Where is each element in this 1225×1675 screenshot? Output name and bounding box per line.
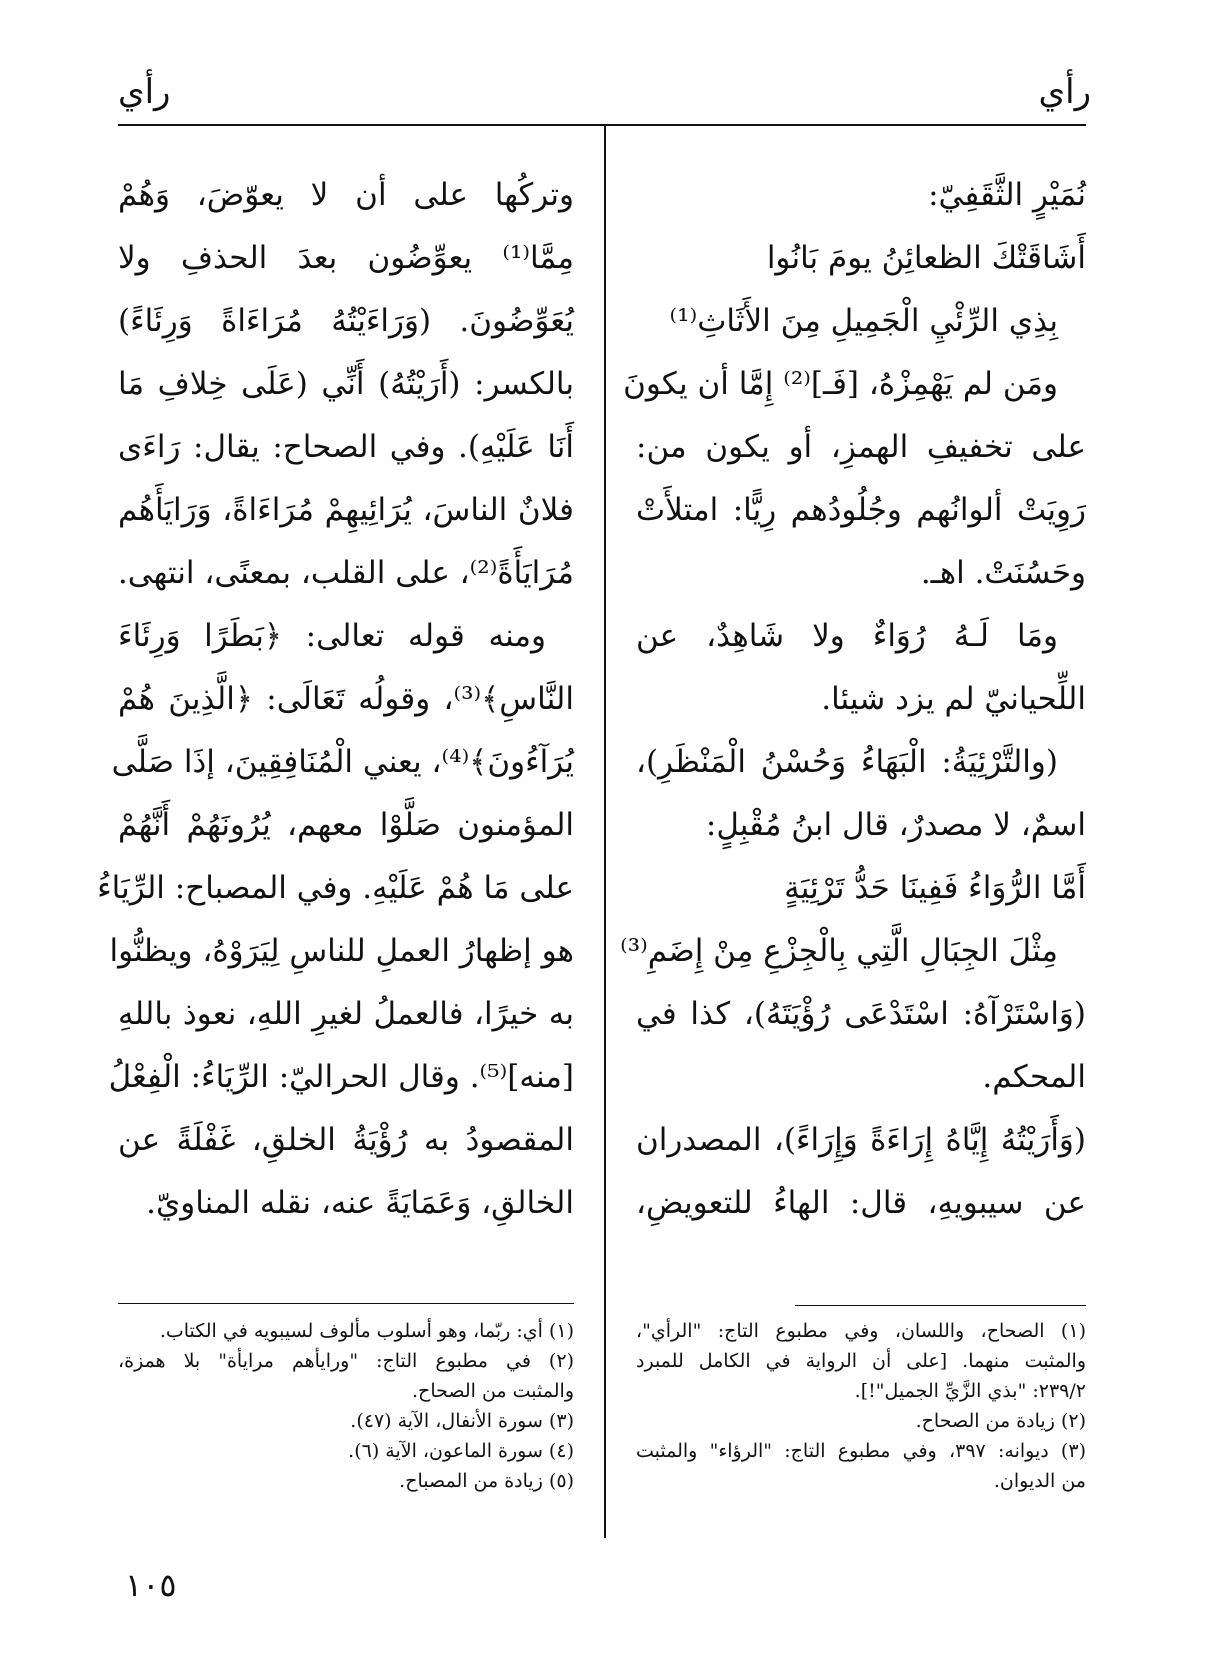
footnote-line: (٤) سورة الماعون، الآية (٦). — [348, 1440, 574, 1462]
header-rule — [118, 124, 1086, 126]
text-line: على مَا هُمْ عَلَيْهِ. وفي المصباح: الرِّيَاءُ — [97, 870, 574, 906]
footnote-rule-right — [795, 1305, 1086, 1306]
text-line: (وَأَرَيْتُهُ إِيَّاهُ إِرَاءَةً وَإِرَاءً)، المصدران — [636, 1122, 1086, 1158]
footnotes-left — [118, 1316, 574, 1496]
footnote-line: (٢) في مطبوع التاج: "ورايأهم مرايأة" بلا همزة، — [118, 1350, 574, 1372]
text-line: النَّاسِ﴾⁽³⁾، وقولُه تَعَالَى: ﴿الَّذِينَ هُمْ — [118, 681, 574, 717]
text-line: نُمَيْرٍ الثَّقَفِيّ: — [928, 177, 1086, 213]
footnote-rule-left — [118, 1303, 574, 1304]
footnote-line: (٣) سورة الأنفال، الآية (٤٧). — [350, 1410, 574, 1432]
text-line: به خيرًا، فالعملُ لغيرِ اللهِ، نعوذ باللهِ — [118, 996, 574, 1032]
text-line: المؤمنون صَلَّوْا معهم، يُرُونَهُمْ أَنَّهُمْ — [118, 807, 574, 843]
text-line: المقصودُ به رُؤْيَةُ الخلقِ، غَفْلَةً عن — [118, 1122, 574, 1158]
right-column — [620, 164, 1086, 1235]
text-line: فلانٌ الناسَ، يُرَائِيهِمْ مُرَاءَاةً، وَرَايَأَهُم — [118, 492, 574, 528]
text-line: مُرَايَأَةً⁽²⁾، على القلب، بمعنًى، انتهى. — [117, 555, 574, 591]
column-divider — [604, 124, 606, 1538]
footnote-line: والمثبت من الصحاح. — [412, 1380, 574, 1402]
text-line: بالكسر: (أَرَيْتُهُ) أَنِّي (عَلَى خِلافِ مَا — [118, 366, 574, 402]
text-line: يُعَوِّضُونَ. (وَرَاءَيْتُهُ مُرَاءَاةً وَرِئَاءً) — [118, 303, 574, 339]
running-head-right: رأي — [1038, 72, 1091, 112]
verse-line: مِثْلَ الجِبَالِ الَّتِي بِالْجِزْعِ مِنْ إِضَمِ⁽³⁾ — [620, 933, 1058, 969]
text-line: المحكم. — [982, 1059, 1086, 1095]
verse-line: أَشَاقَتْكَ الظعائِنُ يومَ بَانُوا — [766, 240, 1086, 276]
verse-line: بِذِي الرِّئْيِ الْجَمِيلِ مِنَ الأَثَاثِ⁽¹⁾ — [669, 303, 1058, 339]
text-line: (والتَّرْئِيَةُ: الْبَهَاءُ وَحُسْنُ الْمَنْظَرِ)، — [636, 744, 1058, 780]
text-line: وتركُها على أن لا يعوّضَ، وَهُمْ — [118, 177, 574, 213]
text-line: يُرَآءُونَ﴾⁽⁴⁾، يعني الْمُنَافِقِينَ، إذَا صَلَّى — [111, 744, 574, 780]
text-line: مِمَّا⁽¹⁾ يعوِّضُون بعدَ الحذفِ ولا — [118, 240, 574, 276]
text-line: اللِّحيانيّ لم يزد شيئا. — [821, 681, 1086, 717]
left-column — [97, 164, 574, 1235]
text-line: (وَاسْتَرْآهُ: اسْتَدْعَى رُؤْيَتَهُ)، كذا في — [636, 996, 1086, 1032]
text-line: اسمٌ، لا مصدرٌ، قال ابنُ مُقْبِلٍ: — [705, 807, 1086, 843]
page-number: ١٠٥ — [125, 1566, 177, 1604]
footnote-line: ٢٣٩/٢: "بذي الزَّيِّ الجميل"!]. — [854, 1380, 1086, 1402]
text-line: وحَسُنَتْ. اهـ. — [920, 555, 1086, 591]
text-line: على تخفيفِ الهمزِ، أو يكون من: — [636, 429, 1086, 465]
footnote-line: والمثبت منهما. [على أن الرواية في الكامل للمبرد — [636, 1350, 1086, 1372]
text-line: [منه]⁽⁵⁾. وقال الحراليّ: الرِّيَاءُ: الْفِعْلُ — [108, 1059, 574, 1095]
footnote-line: (٥) زيادة من المصباح. — [399, 1470, 574, 1492]
footnotes-right — [636, 1316, 1086, 1496]
text-line: رَوِيَتْ ألوانُهم وجُلُودُهم رِيًّا: امتلأَتْ — [636, 492, 1086, 528]
footnote-line: (٢) زيادة من الصحاح. — [915, 1410, 1086, 1432]
footnote-line: (٣) ديوانه: ٣٩٧، وفي مطبوع التاج: "الرؤاء" والمثبت — [636, 1440, 1086, 1462]
text-line: ومنه قوله تعالى: ﴿بَطَرًا وَرِئَاءَ — [118, 618, 546, 654]
footnote-line: (١) أي: ربّما، وهو أسلوب مألوف لسيبويه في الكتاب. — [159, 1320, 574, 1342]
text-line: ومَن لم يَهْمِزْهُ، [فَـ]⁽²⁾ إِمَّا أن يكونَ — [623, 366, 1058, 402]
footnote-line: من الديوان. — [993, 1470, 1086, 1492]
running-head-left: رأي — [118, 72, 171, 112]
footnote-line: (١) الصحاح، واللسان، وفي مطبوع التاج: "الرأي"، — [636, 1320, 1086, 1342]
text-line: عن سيبويهِ، قال: الهاءُ للتعويضِ، — [636, 1185, 1086, 1221]
text-line: الخالقِ، وَعَمَايَةً عنه، نقله المناويّ. — [146, 1185, 574, 1221]
text-line: هو إظهارُ العملِ للناسِ لِيَرَوْهُ، ويظنُّوا — [109, 933, 574, 969]
text-line: أَنَا عَلَيْهِ). وفي الصحاح: يقال: رَاءَى — [118, 429, 574, 465]
text-line: ومَا لَـهُ رُوَاءٌ ولا شَاهِدٌ، عن — [636, 618, 1058, 654]
verse-line: أَمَّا الرُّوَاءُ فَفِينَا حَدُّ تَرْئِيَةٍ — [784, 870, 1086, 906]
